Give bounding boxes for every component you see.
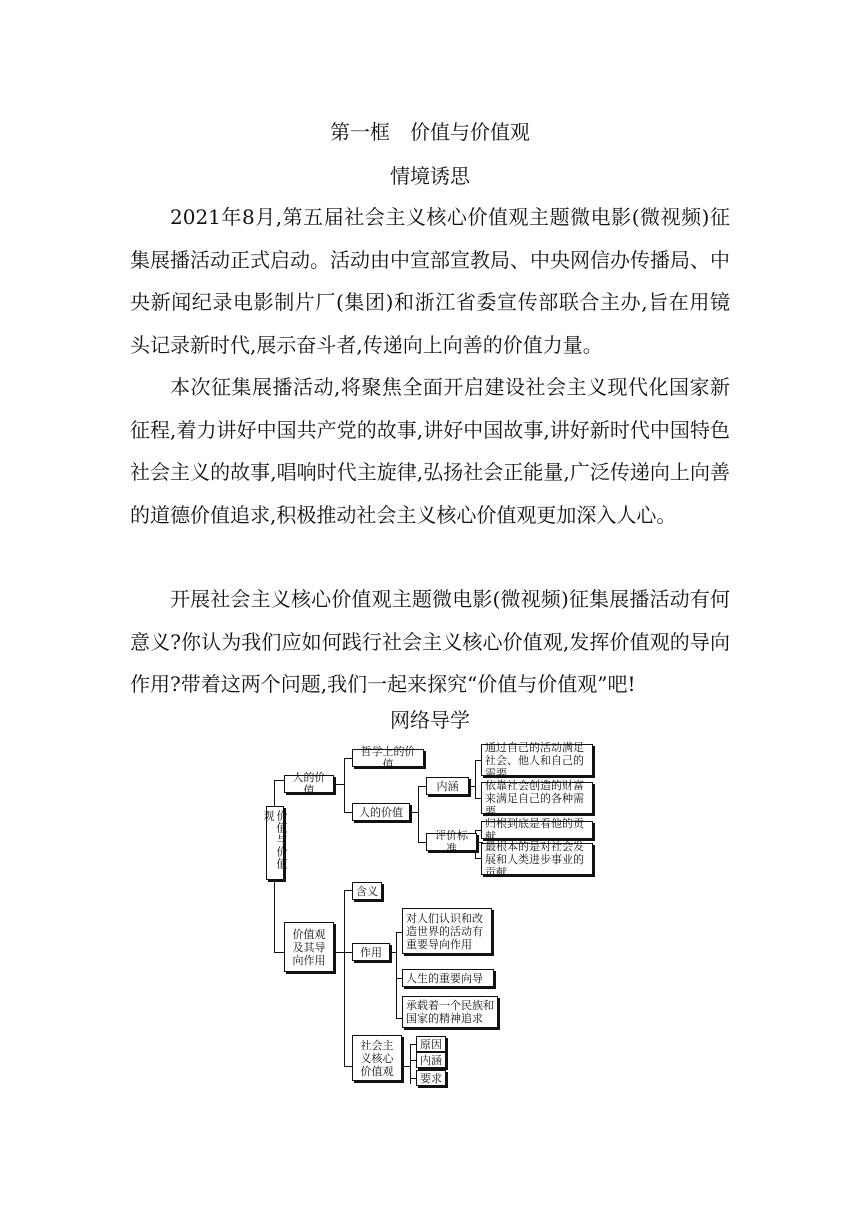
mindmap-node-human-value: 人的价值 bbox=[352, 803, 410, 821]
mindmap-node-conn2: 依靠社会创造的财富来满足自己的各种需要 bbox=[481, 782, 593, 814]
mindmap-node-values-guide: 价值观及其导向作用 bbox=[284, 922, 334, 972]
mindmap-node-reason: 原因 bbox=[416, 1036, 446, 1052]
mindmap-node-crit2: 最根本的是对社会发展和人类进步事业的贡献 bbox=[481, 843, 593, 875]
paragraph-3: 开展社会主义核心价值观主题微电影(微视频)征集展播活动有何意义?你认为我们应如何践行社会主义核心价值观,发挥价值观的导向作用?带着这两个问题,我们一起来探究“价值与价值观”吧! bbox=[130, 587, 730, 696]
mindmap-node-role1: 对人们认识和改造世界的活动有重要导向作用 bbox=[402, 908, 492, 954]
mindmap-node-criterion: 评价标准 bbox=[426, 833, 477, 851]
mindmap-node-core-connotation: 内涵 bbox=[416, 1052, 446, 1068]
mindmap-node-meaning: 含义 bbox=[352, 882, 382, 900]
page-title: 第一框 价值与价值观 bbox=[330, 120, 530, 144]
mindmap-node-require: 要求 bbox=[416, 1070, 446, 1086]
mindmap-node-role3: 承载着一个民族和国家的精神追求 bbox=[402, 996, 498, 1028]
mindmap-node-role2: 人生的重要向导 bbox=[402, 969, 494, 987]
mindmap-node-crit1: 归根到底是看他的贡献 bbox=[481, 821, 593, 839]
mindmap-node-conn1: 通过自己的活动满足社会、他人和自己的需要 bbox=[481, 744, 593, 776]
mindmap-node-role: 作用 bbox=[352, 943, 390, 961]
paragraph-2: 本次征集展播活动,将聚焦全面开启建设社会主义现代化国家新征程,着力讲好中国共产党的故事,讲好中国故事,讲好新时代中国特色社会主义的故事,唱响时代主旋律,弘扬社会正能量,广泛传递向上向善的道德价值追求,积极推动社会主义核心价值观更加深入人心。 bbox=[130, 375, 730, 527]
section-title-situation: 情境诱思 bbox=[390, 164, 470, 188]
mindmap-node-core: 社会主义核心价值观 bbox=[352, 1035, 402, 1081]
paragraph-1: 2021年8月,第五届社会主义核心价值观主题微电影(微视频)征集展播活动正式启动。活动由中宣部宣教局、中央网信办传播局、中央新闻纪录电影制片厂(集团)和浙江省委宣传部联合主办,旨在用镜头记录新时代,展示奋斗者,传递向上向善的价值力量。 bbox=[130, 205, 730, 357]
mindmap-root: 价值与价值观 bbox=[266, 806, 284, 880]
section-title-network: 网络导学 bbox=[390, 708, 470, 732]
mindmap-node-value: 人的价值 bbox=[284, 775, 334, 793]
mindmap-node-connotation: 内涵 bbox=[426, 777, 469, 795]
mindmap-node-philosophy: 哲学上的价值 bbox=[352, 749, 424, 767]
